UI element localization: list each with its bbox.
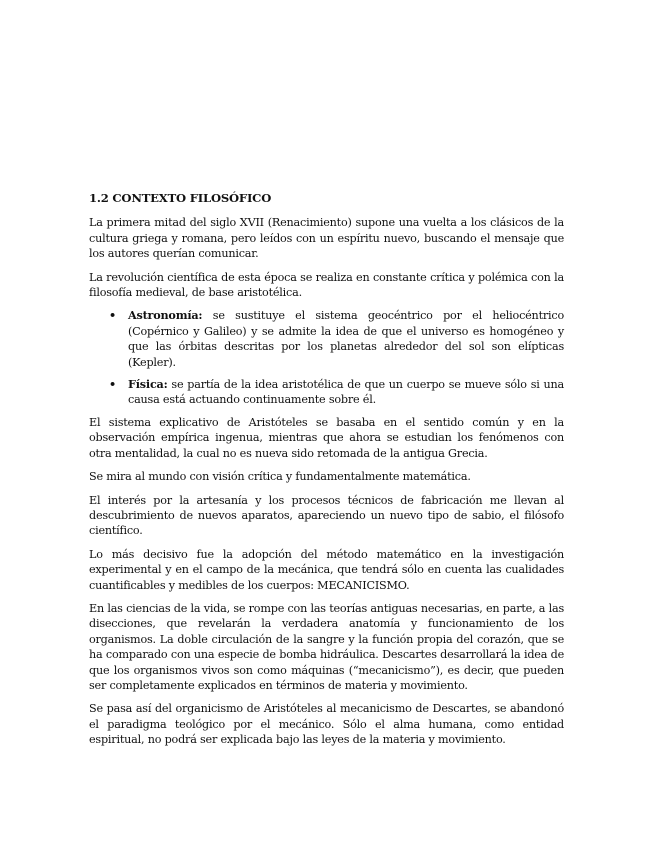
bullet-item-astronomia (89, 308, 564, 370)
bullet-term-astronomia: Astronomía: (128, 308, 203, 323)
paragraph-renacimiento: La primera mitad del siglo XVII (Renacimiento) supone una vuelta a los clásicos de la cultura griega y romana, pero leídos con un espíritu nuevo, buscando el mensaje que los autores querían comunicar. (89, 216, 564, 261)
bullet-icon: • (109, 377, 116, 392)
paragraph-artesania: El interés por la artesanía y los procesos técnicos de fabricación me llevan al descubrimiento de nuevos aparatos, apareciendo un nuevo tipo de sabio, el filósofo científico. (89, 493, 564, 538)
bullet-item-fisica (89, 377, 564, 408)
bullet-list (89, 308, 564, 407)
bullet-icon: • (109, 308, 116, 323)
paragraph-revolucion: La revolución científica de esta época se realiza en constante crítica y polémica con la filosofía medieval, de base aristotélica. (89, 270, 564, 300)
paragraph-ciencias-vida: En las ciencias de la vida, se rompe con las teorías antiguas necesarias, en parte, a las disecciones, que revelarán la verdadera anatomía y funcionamiento de los organismos. La doble circulación de la sangre y la función propia del corazón, que se ha comparado con una especie de bomba hidráulica. Descartes desarrollará la idea de que los organismos vivos son como máquinas (“mecanicismo”), es decir, que pueden ser completamente explicados en términos de materia y movimiento. (89, 601, 565, 692)
paragraph-vision: Se mira al mundo con visión crítica y fundamentalmente matemática. (89, 470, 471, 484)
bullet-text-fisica: se partía de la idea aristotélica de que un cuerpo se mueve sólo si una causa está actuando continuamente sobre él. (128, 378, 564, 407)
paragraph-aristoteles: El sistema explicativo de Aristóteles se basaba en el sentido común y en la observación empírica ingenua, mientras que ahora se estudian los fenómenos con otra mentalidad, la cual no es nueva sido retomada de la antigua Grecia. (89, 415, 564, 460)
paragraph-mecanicismo: Se pasa así del organicismo de Aristóteles al mecanicismo de Descartes, se abandonó el paradigma teológico por el mecánico. Sólo el alma humana, como entidad espiritual, no podrá ser explicada bajo las leyes de la materia y movimiento. (89, 702, 564, 747)
paragraph-metodo: Lo más decisivo fue la adopción del método matemático en la investigación experimental y en el campo de la mecánica, que tendrá sólo en cuenta las cualidades cuantificables y medibles de los cuerpos: MECANICISMO. (89, 547, 564, 592)
document-page (89, 191, 564, 756)
bullet-term-fisica: Física: (128, 377, 168, 392)
bullet-text-astronomia: se sustituye el sistema geocéntrico por el heliocéntrico (Copérnico y Galileo) y se admite la idea de que el universo es homogéneo y que las órbitas descritas por los planetas alrededor del sol son elípticas (Kepler). (128, 309, 564, 369)
section-heading: 1.2 CONTEXTO FILOSÓFICO (89, 191, 272, 205)
